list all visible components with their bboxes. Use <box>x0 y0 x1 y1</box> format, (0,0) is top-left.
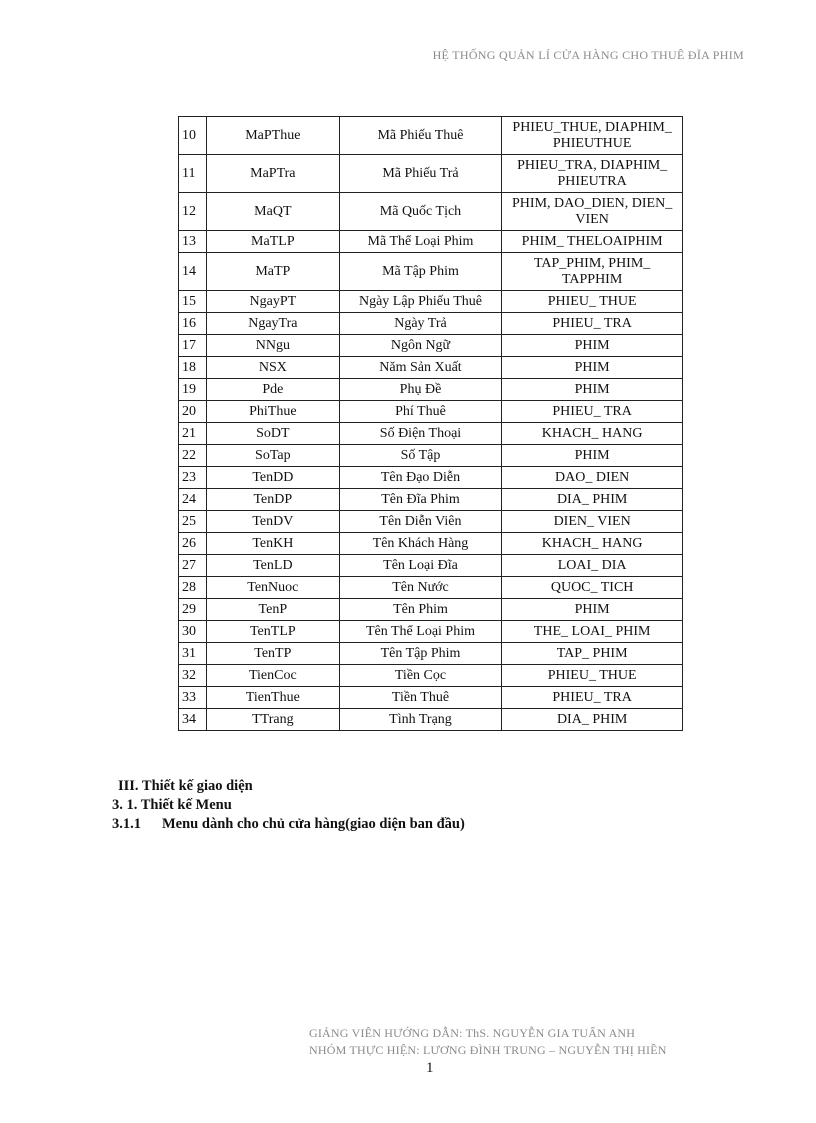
table-row <box>179 621 683 643</box>
cell-number: 24 <box>179 489 207 511</box>
table-row <box>179 577 683 599</box>
cell-field-code: PhiThue <box>206 401 339 423</box>
section-headings <box>112 777 465 834</box>
cell-tables: DIA_ PHIM <box>502 709 683 731</box>
cell-number: 21 <box>179 423 207 445</box>
cell-field-code: NNgu <box>206 335 339 357</box>
cell-field-code: NSX <box>206 357 339 379</box>
cell-number: 29 <box>179 599 207 621</box>
heading-section-3-1: 3. 1. Thiết kế Menu <box>112 797 232 813</box>
table-row <box>179 313 683 335</box>
table-row <box>179 117 683 155</box>
page-header: HỆ THỐNG QUẢN LÍ CỬA HÀNG CHO THUÊ ĐĨA PHIM <box>432 48 744 62</box>
page-number: 1 <box>426 1060 434 1076</box>
cell-field-name: Tên Phim <box>339 599 502 621</box>
cell-tables: QUOC_ TICH <box>502 577 683 599</box>
cell-number: 32 <box>179 665 207 687</box>
cell-tables: PHIM <box>502 379 683 401</box>
cell-field-name: Tên Nước <box>339 577 502 599</box>
cell-number: 11 <box>179 155 207 193</box>
table-row <box>179 709 683 731</box>
table-row <box>179 423 683 445</box>
cell-field-code: SoTap <box>206 445 339 467</box>
cell-field-name: Số Tập <box>339 445 502 467</box>
cell-tables: KHACH_ HANG <box>502 423 683 445</box>
cell-number: 23 <box>179 467 207 489</box>
cell-field-name: Ngày Trả <box>339 313 502 335</box>
cell-field-name: Ngày Lập Phiếu Thuê <box>339 291 502 313</box>
cell-tables: DIA_ PHIM <box>502 489 683 511</box>
cell-field-name: Tiền Thuê <box>339 687 502 709</box>
table-row <box>179 445 683 467</box>
cell-field-code: TenKH <box>206 533 339 555</box>
cell-field-code: TienThue <box>206 687 339 709</box>
footer-team: NHÓM THỰC HIỆN: LƯƠNG ĐÌNH TRUNG – NGUYỄN THỊ HIỀN <box>309 1043 667 1057</box>
cell-field-code: TenTLP <box>206 621 339 643</box>
cell-tables: PHIM <box>502 445 683 467</box>
cell-field-code: TenDP <box>206 489 339 511</box>
cell-field-code: MaQT <box>206 193 339 231</box>
cell-tables: PHIEU_ THUE <box>502 665 683 687</box>
cell-tables: PHIM <box>502 335 683 357</box>
cell-number: 31 <box>179 643 207 665</box>
table-row <box>179 379 683 401</box>
table-row <box>179 155 683 193</box>
cell-field-code: TenDD <box>206 467 339 489</box>
cell-number: 22 <box>179 445 207 467</box>
cell-number: 20 <box>179 401 207 423</box>
cell-field-name: Phí Thuê <box>339 401 502 423</box>
cell-field-code: MaTLP <box>206 231 339 253</box>
cell-field-name: Mã Quốc Tịch <box>339 193 502 231</box>
cell-field-name: Mã Phiếu Trả <box>339 155 502 193</box>
cell-field-name: Tên Khách Hàng <box>339 533 502 555</box>
cell-field-name: Tên Loại Đĩa <box>339 555 502 577</box>
cell-number: 14 <box>179 253 207 291</box>
cell-number: 34 <box>179 709 207 731</box>
heading-text: Menu dành cho chủ cửa hàng(giao diện ban đầu) <box>162 816 465 832</box>
table-row <box>179 193 683 231</box>
cell-field-code: TenLD <box>206 555 339 577</box>
cell-number: 30 <box>179 621 207 643</box>
cell-number: 18 <box>179 357 207 379</box>
table-row <box>179 599 683 621</box>
cell-number: 19 <box>179 379 207 401</box>
cell-field-code: TenP <box>206 599 339 621</box>
table-row <box>179 401 683 423</box>
cell-field-name: Ngôn Ngữ <box>339 335 502 357</box>
data-dictionary-table <box>178 116 683 731</box>
table-row <box>179 665 683 687</box>
cell-tables: DAO_ DIEN <box>502 467 683 489</box>
table-row <box>179 467 683 489</box>
cell-tables: PHIM, DAO_DIEN, DIEN_ VIEN <box>502 193 683 231</box>
cell-number: 13 <box>179 231 207 253</box>
cell-field-name: Tình Trạng <box>339 709 502 731</box>
cell-tables: KHACH_ HANG <box>502 533 683 555</box>
cell-field-name: Tên Đĩa Phim <box>339 489 502 511</box>
cell-tables: PHIEU_ TRA <box>502 313 683 335</box>
cell-tables: PHIEU_THUE, DIAPHIM_ PHIEUTHUE <box>502 117 683 155</box>
cell-tables: PHIM <box>502 357 683 379</box>
heading-number: 3.1.1 <box>112 816 141 832</box>
cell-field-name: Tên Tập Phim <box>339 643 502 665</box>
cell-field-code: TienCoc <box>206 665 339 687</box>
cell-field-code: MaPTra <box>206 155 339 193</box>
cell-field-code: TenNuoc <box>206 577 339 599</box>
cell-number: 28 <box>179 577 207 599</box>
cell-tables: PHIEU_ TRA <box>502 401 683 423</box>
cell-number: 17 <box>179 335 207 357</box>
table-row <box>179 511 683 533</box>
cell-field-code: TenDV <box>206 511 339 533</box>
cell-number: 26 <box>179 533 207 555</box>
cell-number: 16 <box>179 313 207 335</box>
cell-field-code: SoDT <box>206 423 339 445</box>
cell-number: 10 <box>179 117 207 155</box>
cell-tables: PHIEU_ THUE <box>502 291 683 313</box>
cell-field-name: Tên Diễn Viên <box>339 511 502 533</box>
cell-field-name: Phụ Đề <box>339 379 502 401</box>
cell-field-code: MaPThue <box>206 117 339 155</box>
cell-field-code: TenTP <box>206 643 339 665</box>
cell-tables: PHIM <box>502 599 683 621</box>
table-row <box>179 687 683 709</box>
cell-tables: LOAI_ DIA <box>502 555 683 577</box>
cell-field-name: Tiền Cọc <box>339 665 502 687</box>
cell-field-name: Mã Thể Loại Phim <box>339 231 502 253</box>
cell-tables: TAP_ PHIM <box>502 643 683 665</box>
cell-tables: PHIM_ THELOAIPHIM <box>502 231 683 253</box>
cell-tables: THE_ LOAI_ PHIM <box>502 621 683 643</box>
table-row <box>179 643 683 665</box>
cell-tables: PHIEU_TRA, DIAPHIM_ PHIEUTRA <box>502 155 683 193</box>
cell-field-code: Pde <box>206 379 339 401</box>
cell-field-name: Số Điện Thoại <box>339 423 502 445</box>
table-row <box>179 555 683 577</box>
cell-field-code: NgayTra <box>206 313 339 335</box>
cell-field-code: MaTP <box>206 253 339 291</box>
cell-number: 27 <box>179 555 207 577</box>
cell-number: 12 <box>179 193 207 231</box>
cell-field-name: Mã Phiếu Thuê <box>339 117 502 155</box>
cell-tables: PHIEU_ TRA <box>502 687 683 709</box>
cell-field-name: Năm Sản Xuất <box>339 357 502 379</box>
cell-field-code: NgayPT <box>206 291 339 313</box>
page-footer <box>309 1025 667 1059</box>
table-row <box>179 533 683 555</box>
cell-field-name: Tên Thể Loại Phim <box>339 621 502 643</box>
table-row <box>179 231 683 253</box>
table-row <box>179 335 683 357</box>
cell-number: 33 <box>179 687 207 709</box>
heading-section-3-1-1 <box>112 815 465 834</box>
cell-field-code: TTrang <box>206 709 339 731</box>
table-row <box>179 253 683 291</box>
table-row <box>179 291 683 313</box>
heading-section-iii: III. Thiết kế giao diện <box>118 778 253 794</box>
table-row <box>179 357 683 379</box>
cell-field-name: Tên Đạo Diễn <box>339 467 502 489</box>
cell-number: 25 <box>179 511 207 533</box>
cell-field-name: Mã Tập Phim <box>339 253 502 291</box>
cell-number: 15 <box>179 291 207 313</box>
cell-tables: TAP_PHIM, PHIM_ TAPPHIM <box>502 253 683 291</box>
table-row <box>179 489 683 511</box>
cell-tables: DIEN_ VIEN <box>502 511 683 533</box>
footer-advisor: GIẢNG VIÊN HƯỚNG DẪN: ThS. NGUYỄN GIA TUẤN ANH <box>309 1026 636 1040</box>
